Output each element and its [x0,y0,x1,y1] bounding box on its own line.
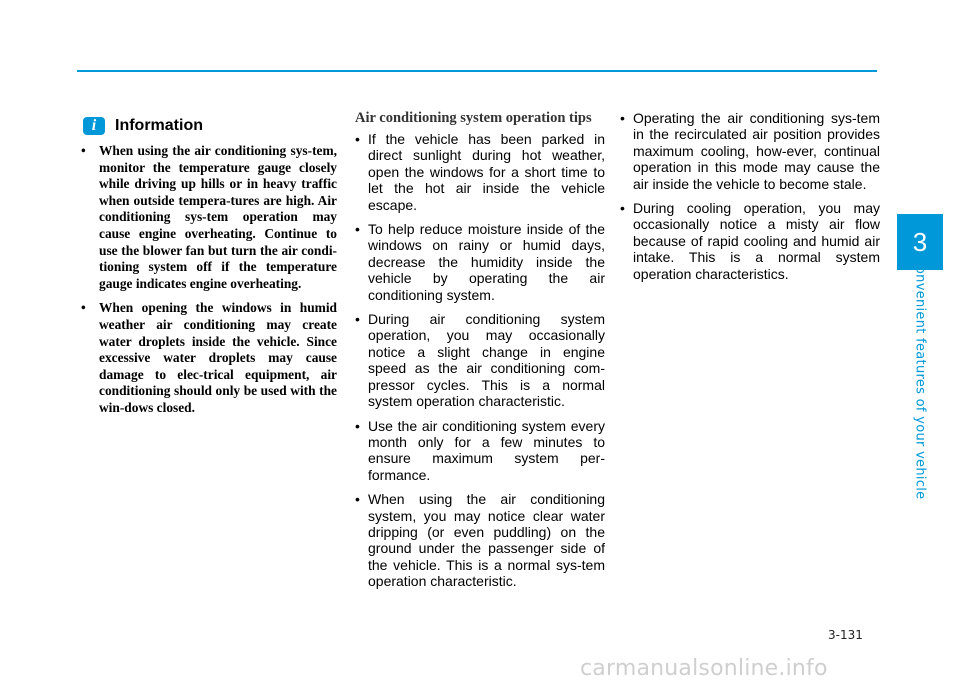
list-item: • When using the air conditioning sys-tem, monitor the temperature gauge closely while driving up hills or in heavy traffic when outside tempera-tures are high. Air conditioning sys-tem operation may cause engine overheating. Continue to use the blower fan but turn the air condi-tioning system off if the temperature gauge indicates engine overheating. [75,143,337,292]
list-item: • When using the air conditioning system, you may notice clear water dripping (or even puddling) on the ground under the passenger side of the vehicle. This is a normal sys-tem operation characteristic. [355,491,605,589]
list-item: • If the vehicle has been parked in direct sunlight during hot weather, open the windows for a short time to let the hot air inside the vehicle escape. [355,131,605,213]
watermark: carmanualsonline.info [580,656,828,681]
header-rule [77,70,877,72]
list-item: • Operating the air conditioning sys-tem in the recirculated air position provides maximum cooling, how-ever, continual operation in this mode may cause the air inside the vehicle to become stale. [620,110,880,192]
tips-continued-list [620,110,880,282]
list-item: • During air conditioning system operation, you may occasionally notice a slight change in engine speed as the air conditioning com-pressor cycles. This is a normal system operation characteristic. [355,311,605,409]
list-item: • When opening the windows in humid weather air conditioning may create water droplets inside the vehicle. Since excessive water droplets may cause damage to elec-trical equipment, air conditioning should only be used with the win-dows closed. [75,300,337,416]
tips-list [355,131,605,590]
chapter-number: 3 [912,226,928,257]
list-item: • During cooling operation, you may occasionally notice a misty air flow because of rapid cooling and humid air intake. This is a normal system operation characteristics. [620,200,880,282]
information-list [75,143,337,417]
chapter-title: Convenient features of your vehicle [912,256,928,500]
info-icon: i [83,117,105,135]
information-title: Information [115,117,203,134]
information-header [83,117,337,135]
page-number: 3-131 [828,628,863,642]
list-item: • Use the air conditioning system every month only for a few minutes to ensure maximum system per-formance. [355,418,605,484]
tips-continued-column [620,110,880,290]
section-title: Air conditioning system operation tips [355,110,592,126]
information-column [75,110,337,425]
tips-column [355,110,605,598]
list-item: • To help reduce moisture inside of the windows on rainy or humid days, decrease the humidity inside the vehicle by operating the air conditioning system. [355,221,605,303]
